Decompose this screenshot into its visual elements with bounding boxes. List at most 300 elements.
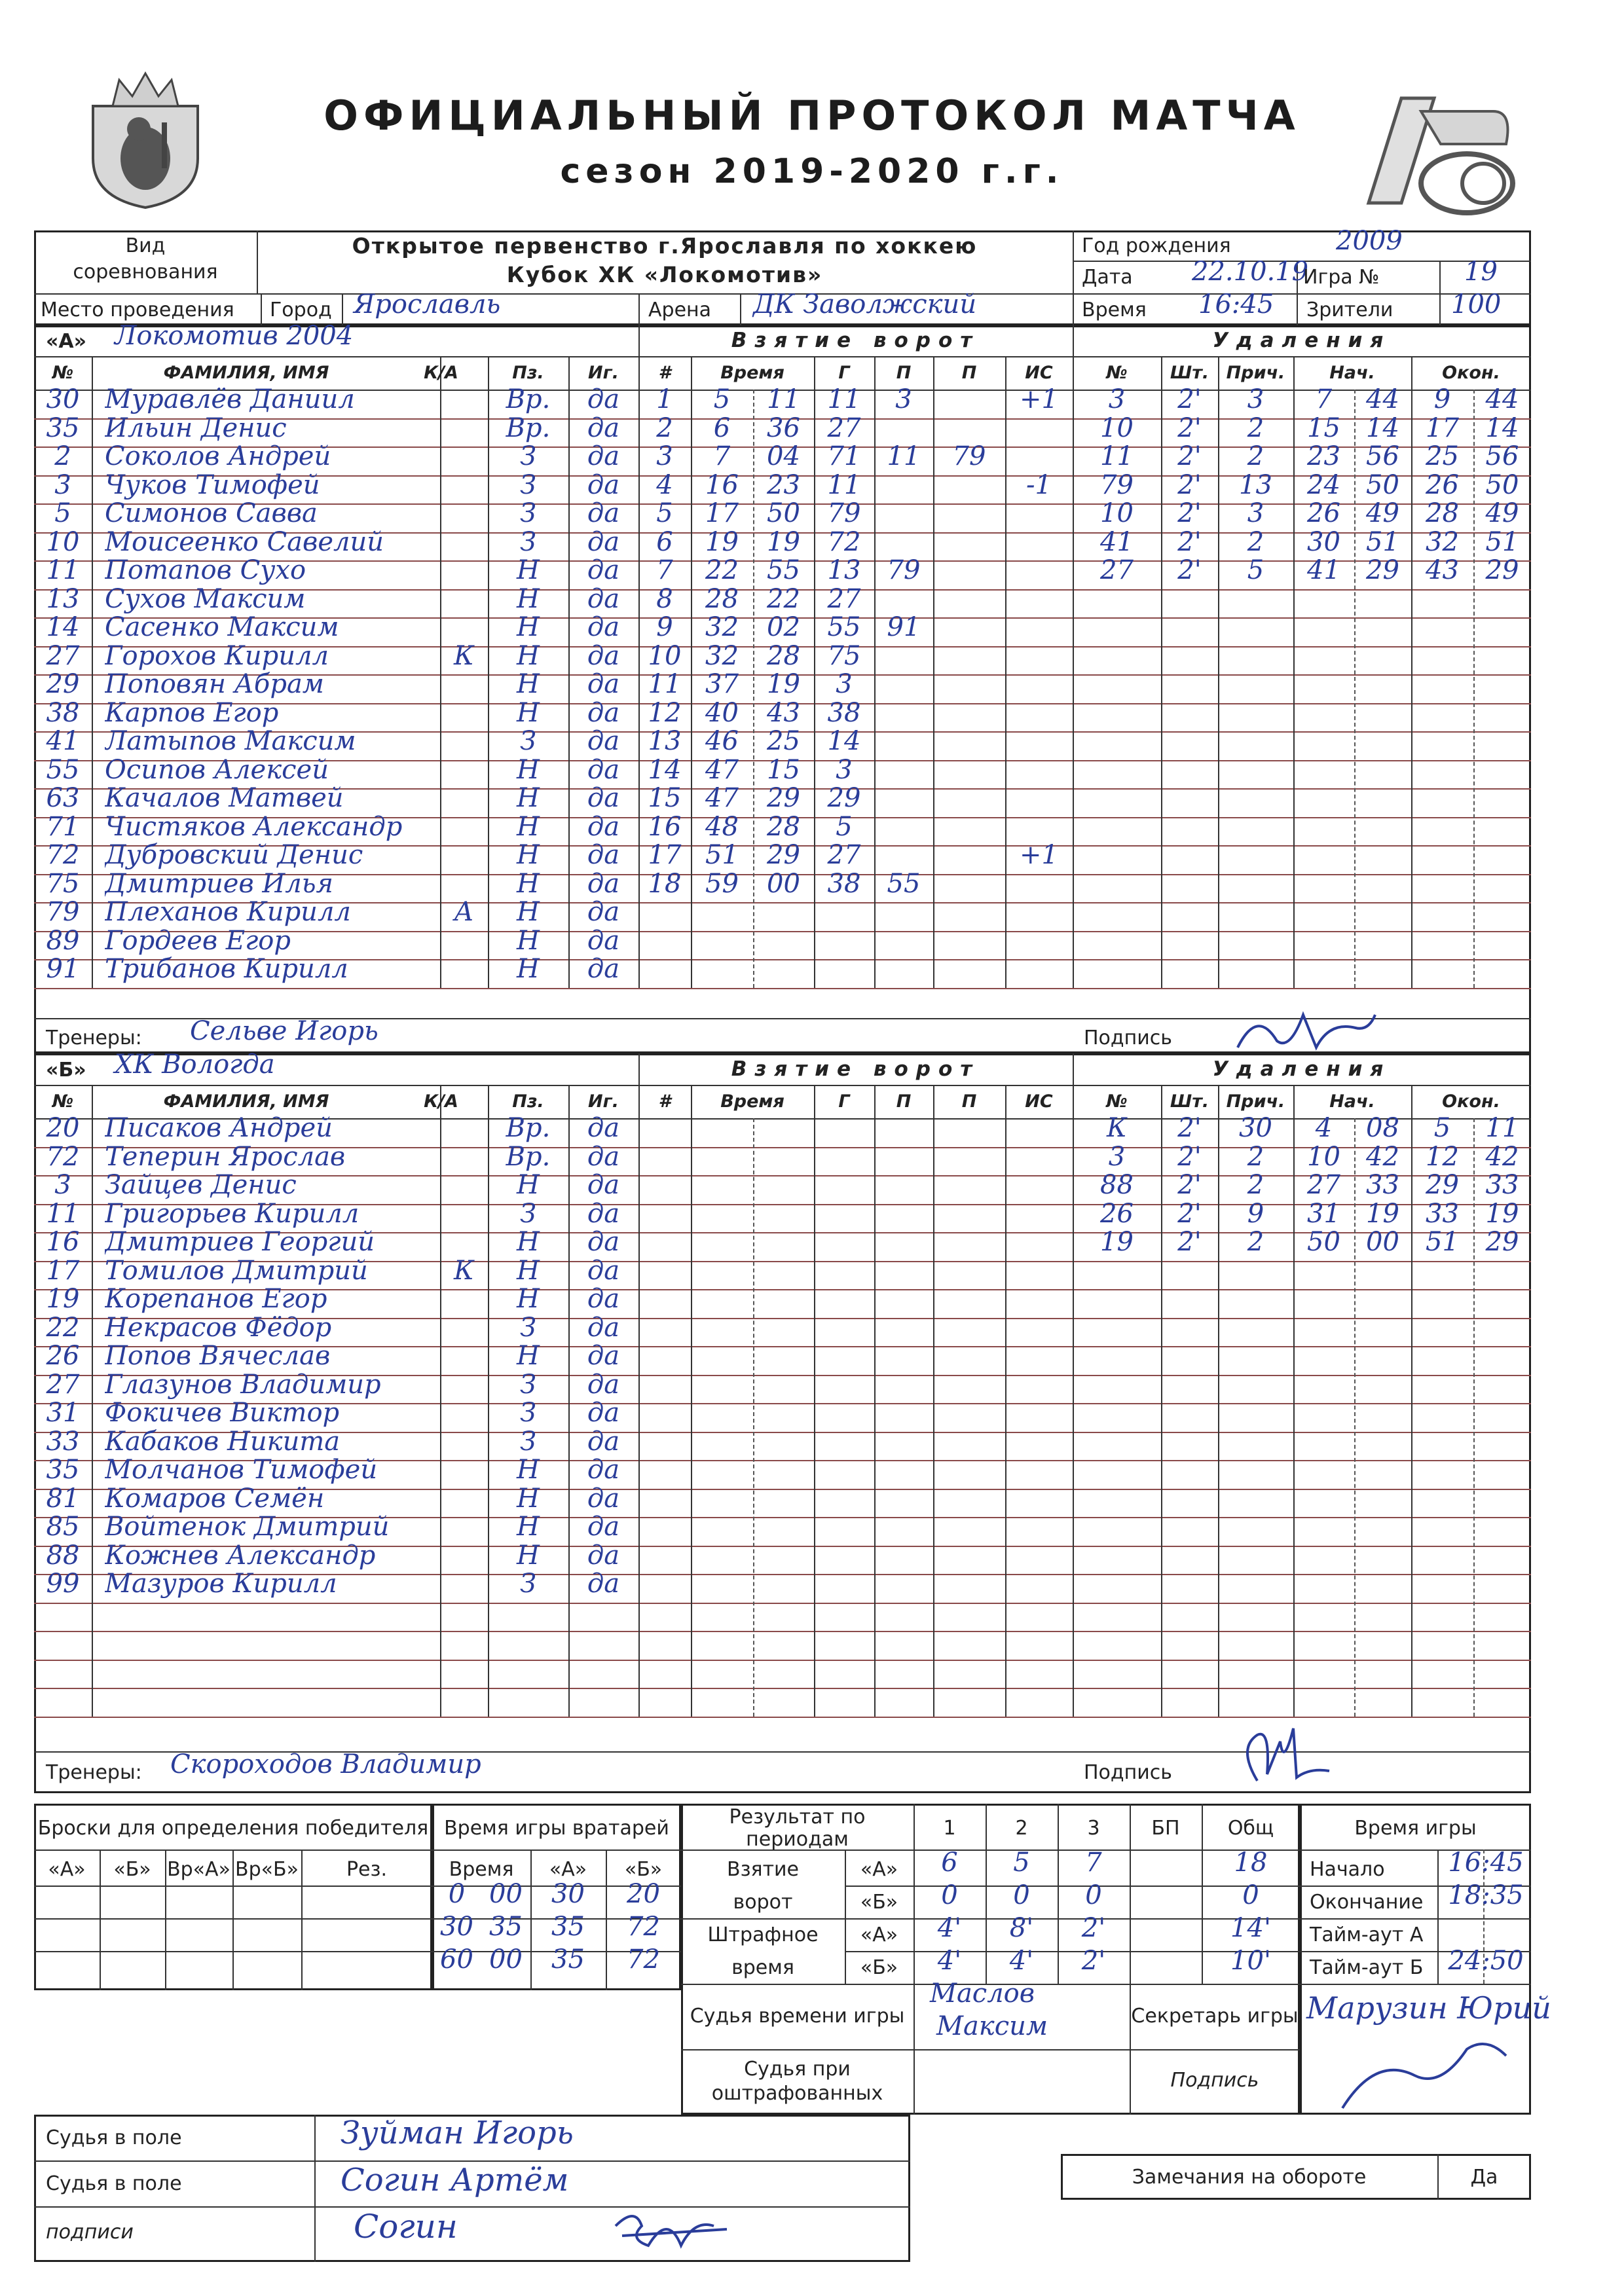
results-pen-label-2: время (731, 1956, 794, 1979)
shootout-col-gk-b: Вр«Б» (235, 1858, 299, 1881)
player-number: 26 (46, 1341, 80, 1371)
goal-number: 11 (648, 669, 682, 699)
player-name: Чистяков Александр (105, 811, 403, 842)
player-name: Муравлёв Даниил (105, 384, 355, 414)
player-number: 38 (46, 697, 80, 728)
grid-line (34, 1603, 1531, 1604)
penalty-start-sec: 56 (1366, 441, 1399, 471)
player-position: Н (517, 612, 540, 642)
player-number: 55 (46, 754, 80, 785)
penalty-minutes: 2' (1177, 555, 1202, 585)
player-position: Н (517, 754, 540, 785)
penalty-player: 79 (1100, 469, 1134, 500)
col-goal-time: Время (720, 363, 784, 383)
results-goals-a-tag: «А» (860, 1858, 898, 1881)
penalty-end-sec: 14 (1485, 412, 1519, 443)
grid-line (874, 1085, 876, 1717)
period-penalty-b: 4' (1009, 1946, 1034, 1976)
col-goal-no: # (658, 363, 671, 383)
birth-year-value: 2009 (1336, 226, 1403, 256)
penalty-minutes: 2' (1177, 1198, 1202, 1229)
penalty-end-min: 33 (1426, 1198, 1459, 1229)
player-position: Н (517, 811, 540, 842)
player-number: 88 (46, 1540, 80, 1571)
city-coat-of-arms-icon (73, 60, 217, 211)
player-name: Дубровский Денис (105, 840, 363, 870)
penalty-reason: 2 (1247, 412, 1264, 443)
player-name: Григорьев Кирилл (105, 1198, 360, 1229)
player-played: да (587, 1512, 620, 1542)
penalty-minutes: 2' (1177, 384, 1202, 414)
goal-scorer: 11 (827, 469, 861, 500)
player-played: да (587, 612, 620, 642)
penalty-end-min: 43 (1426, 555, 1459, 585)
penalty-minutes: 2' (1177, 526, 1202, 557)
penalty-start-min: 30 (1307, 526, 1340, 557)
shootout-col-result: Рез. (346, 1858, 388, 1881)
goal-number: 6 (656, 526, 673, 557)
period-header: БП (1151, 1817, 1180, 1840)
player-played: да (587, 441, 620, 471)
period-goals-b: 0 (1013, 1880, 1030, 1910)
game-no-value: 19 (1464, 257, 1498, 287)
player-number: 31 (46, 1398, 80, 1428)
shootout-title: Броски для определения победителя (37, 1817, 429, 1840)
player-played: да (587, 1113, 620, 1143)
col-pen-reason: Прич. (1226, 363, 1285, 383)
secretary-signature: Марузин Юрий (1306, 1990, 1551, 2026)
goal-scorer: 38 (827, 697, 861, 728)
shootout-col-gk-a: Вр«А» (167, 1858, 231, 1881)
period-goals-b: 0 (1085, 1880, 1102, 1910)
team-b-coach-signature-icon (1231, 1709, 1336, 1787)
player-position: З (520, 726, 536, 756)
player-played: да (587, 925, 620, 956)
period-penalty-a: 4' (937, 1913, 962, 1943)
player-number: 72 (46, 840, 80, 870)
penalty-minutes: 2' (1177, 469, 1202, 500)
penalty-player: 27 (1100, 555, 1134, 585)
period-goals-a: 18 (1234, 1848, 1268, 1878)
player-position: Н (517, 1255, 540, 1286)
goal-scorer: 3 (836, 754, 853, 785)
team-b-goals-title: Взятие ворот (731, 1057, 980, 1081)
grid-line (92, 1085, 93, 1717)
goal-number: 7 (656, 555, 673, 585)
penalty-end-sec: 56 (1485, 441, 1519, 471)
penalty-end-sec: 50 (1485, 469, 1519, 500)
player-name: Поповян Абрам (105, 669, 324, 699)
goal-number: 1 (656, 384, 673, 414)
goal-assist-1: 11 (887, 441, 921, 471)
goal-second: 22 (767, 583, 800, 614)
goal-minute: 16 (705, 469, 739, 500)
player-name: Гордеев Егор (105, 925, 291, 956)
date-label: Дата (1082, 266, 1133, 289)
penalty-start-min: 4 (1315, 1113, 1333, 1143)
goal-strength: -1 (1026, 469, 1052, 500)
player-played: да (587, 954, 620, 984)
player-position: Н (517, 868, 540, 899)
player-position: Н (517, 1227, 540, 1257)
competition-line-1: Открытое первенство г.Ярославля по хоккею (352, 233, 978, 259)
penalty-reason: 13 (1239, 469, 1272, 500)
page-title: ОФИЦИАЛЬНЫЙ ПРОТОКОЛ МАТЧА (323, 92, 1301, 139)
player-position: Н (517, 1341, 540, 1371)
player-position: Н (517, 1512, 540, 1542)
goal-minute: 28 (705, 583, 739, 614)
col-ig: Иг. (588, 1091, 619, 1112)
player-number: 35 (46, 1455, 80, 1485)
player-position: Н (517, 1170, 540, 1200)
player-position: Н (517, 555, 540, 585)
goal-minute: 51 (705, 840, 739, 870)
col-goal-scorer: Г (838, 1091, 850, 1112)
referee-signature-2-icon (609, 2200, 733, 2259)
goal-scorer: 27 (827, 412, 861, 443)
player-number: 20 (46, 1113, 80, 1143)
penalty-start-sec: 50 (1366, 469, 1399, 500)
secretary-label: Секретарь игры (1131, 2005, 1299, 2028)
game-start-value: 16:45 (1448, 1848, 1524, 1878)
referee-1-name: Зуйман Игорь (341, 2115, 574, 2151)
goal-second: 43 (767, 697, 800, 728)
col-pen-start: Нач. (1329, 1091, 1375, 1112)
player-name: Писаков Андрей (105, 1113, 333, 1143)
penalty-start-sec: 08 (1366, 1113, 1399, 1143)
penalty-end-sec: 19 (1485, 1198, 1519, 1229)
penalty-reason: 5 (1247, 555, 1264, 585)
goalie-time-second: 00 (489, 1879, 523, 1909)
player-name: Плеханов Кирилл (105, 897, 351, 927)
period-penalty-b: 10' (1230, 1946, 1271, 1976)
team-a-goals-title: Взятие ворот (731, 329, 980, 352)
period-goals-b: 0 (1242, 1880, 1259, 1910)
goal-number: 2 (656, 412, 673, 443)
team-b-coach: Скороходов Владимир (170, 1749, 481, 1779)
goal-number: 8 (656, 583, 673, 614)
goal-second: 28 (767, 640, 800, 671)
goal-assist-2: 79 (952, 441, 986, 471)
goal-minute: 59 (705, 868, 739, 899)
penalty-end-sec: 29 (1485, 1227, 1519, 1257)
secretary-signature-icon (1336, 2030, 1519, 2115)
competition-line-2: Кубок ХК «Локомотив» (506, 262, 823, 287)
goal-minute: 32 (705, 640, 739, 671)
col-name: ФАМИЛИЯ, ИМЯ (163, 363, 329, 383)
penalty-start-min: 27 (1307, 1170, 1340, 1200)
season-label: сезон 2019-2020 г.г. (560, 152, 1064, 191)
col-pen-reason: Прич. (1226, 1091, 1285, 1112)
player-captain-mark: К (454, 640, 474, 671)
goalie-time-col-b: «Б» (624, 1858, 663, 1881)
penalty-player: 10 (1100, 498, 1134, 528)
venue-label: Место проведения (41, 299, 234, 321)
timekeeper-name-2: Максим (936, 2011, 1048, 2041)
grid-line (34, 1688, 1531, 1689)
goal-second: 50 (767, 498, 800, 528)
referee-1-label: Судья в поле (46, 2126, 182, 2149)
player-name: Симонов Савва (105, 498, 318, 528)
results-goals-label-2: ворот (733, 1891, 793, 1914)
goal-minute: 47 (705, 754, 739, 785)
player-name: Теперин Ярослав (105, 1141, 346, 1172)
player-position: З (520, 1369, 536, 1400)
goal-strength: +1 (1020, 384, 1058, 414)
player-number: 29 (46, 669, 80, 699)
grid-line (814, 1085, 815, 1717)
goal-assist-1: 91 (887, 612, 921, 642)
goal-number: 14 (648, 754, 682, 785)
goalie-time-minute: 30 (440, 1912, 473, 1942)
player-name: Фокичев Виктор (105, 1398, 340, 1428)
col-goal-time: Время (720, 1091, 784, 1112)
col-assist-1: П (896, 1091, 912, 1112)
grid-line (34, 988, 1531, 989)
timeout-b-value: 24:50 (1448, 1946, 1524, 1976)
city-label: Город (270, 299, 332, 321)
penalty-start-sec: 19 (1366, 1198, 1399, 1229)
timekeeper-name-1: Маслов (930, 1978, 1035, 2009)
player-name: Дмитриев Илья (105, 868, 334, 899)
player-played: да (587, 1255, 620, 1286)
player-name: Комаров Семён (105, 1483, 325, 1514)
goal-scorer: 13 (827, 555, 861, 585)
player-position: З (520, 498, 536, 528)
penalty-end-min: 51 (1426, 1227, 1459, 1257)
arena-value: ДК Заволжский (753, 289, 977, 319)
player-number: 13 (46, 583, 80, 614)
goalie-time-minute: 0 (448, 1879, 466, 1909)
player-number: 30 (46, 384, 80, 414)
penalty-start-min: 10 (1307, 1141, 1340, 1172)
grid-line (753, 1118, 754, 1717)
team-a-coach-signature-icon (1231, 1002, 1382, 1054)
player-name: Мазуров Кирилл (105, 1569, 337, 1599)
goal-scorer: 5 (836, 811, 853, 842)
player-position: З (520, 526, 536, 557)
grid-line (34, 356, 1531, 357)
penalty-end-min: 17 (1426, 412, 1459, 443)
player-number: 22 (46, 1312, 80, 1343)
player-number: 2 (54, 441, 71, 471)
period-goals-a: 7 (1085, 1848, 1102, 1878)
goal-minute: 7 (713, 441, 731, 471)
player-position: Н (517, 840, 540, 870)
player-name: Томилов Дмитрий (105, 1255, 368, 1286)
penalty-start-sec: 14 (1366, 412, 1399, 443)
goal-assist-1: 79 (887, 555, 921, 585)
grid-line (34, 1631, 1531, 1632)
player-played: да (587, 1170, 620, 1200)
goalie-b-number: 20 (627, 1879, 660, 1909)
player-name: Латыпов Максим (105, 726, 356, 756)
player-played: да (587, 1198, 620, 1229)
player-position: Н (517, 925, 540, 956)
player-played: да (587, 1426, 620, 1457)
goal-second: 28 (767, 811, 800, 842)
penalty-minutes: 2' (1177, 1141, 1202, 1172)
spectators-value: 100 (1451, 289, 1502, 319)
period-penalty-a: 14' (1230, 1913, 1271, 1943)
player-number: 41 (46, 726, 80, 756)
player-position: Н (517, 1284, 540, 1314)
goalie-a-number: 30 (551, 1879, 585, 1909)
time-value: 16:45 (1198, 289, 1274, 319)
col-goal-scorer: Г (838, 363, 850, 383)
goal-scorer: 55 (827, 612, 861, 642)
player-position: З (520, 1426, 536, 1457)
penalty-player: 41 (1100, 526, 1134, 557)
col-ka: К/А (424, 1091, 458, 1112)
goal-number: 13 (648, 726, 682, 756)
penalty-end-min: 9 (1433, 384, 1451, 414)
shootout-col-a: «А» (48, 1858, 86, 1881)
goal-second: 11 (767, 384, 800, 414)
timeout-a-label: Тайм-аут А (1310, 1923, 1424, 1946)
col-pen-end: Окон. (1442, 1091, 1500, 1112)
player-played: да (587, 1483, 620, 1514)
goal-strength: +1 (1020, 840, 1058, 870)
player-number: 27 (46, 640, 80, 671)
player-played: да (587, 1398, 620, 1428)
player-played: да (587, 1341, 620, 1371)
goal-second: 19 (767, 526, 800, 557)
goal-minute: 17 (705, 498, 739, 528)
results-goals-label-1: Взятие (726, 1858, 799, 1881)
goal-number: 3 (656, 441, 673, 471)
col-assist-1: П (896, 363, 912, 383)
goal-second: 23 (767, 469, 800, 500)
goal-scorer: 38 (827, 868, 861, 899)
goalie-a-number: 35 (551, 1944, 585, 1975)
goal-minute: 22 (705, 555, 739, 585)
game-start-label: Начало (1310, 1858, 1385, 1881)
player-played: да (587, 384, 620, 414)
period-penalty-b: 4' (937, 1946, 962, 1976)
player-played: да (587, 498, 620, 528)
player-name: Кожнев Александр (105, 1540, 376, 1571)
grid-line (440, 1085, 441, 1717)
player-position: Вр. (506, 1113, 551, 1143)
goalie-time-col-time: Время (449, 1858, 514, 1881)
player-number: 91 (46, 954, 80, 984)
goalie-time-minute: 60 (440, 1944, 473, 1975)
goal-number: 9 (656, 612, 673, 642)
goal-minute: 19 (705, 526, 739, 557)
referee-2-label: Судья в поле (46, 2172, 182, 2195)
player-name: Чуков Тимофей (105, 469, 320, 500)
referee-2-name: Согин Артём (341, 2162, 569, 2198)
date-value: 22.10.19 (1192, 257, 1309, 287)
period-penalty-a: 2' (1081, 1913, 1106, 1943)
penalty-start-sec: 49 (1366, 498, 1399, 528)
goal-minute: 40 (705, 697, 739, 728)
goalie-b-number: 72 (627, 1912, 660, 1942)
player-number: 3 (54, 1170, 71, 1200)
player-position: Н (517, 697, 540, 728)
goal-second: 25 (767, 726, 800, 756)
penalty-judge-label-2: оштрафованных (711, 2082, 883, 2105)
penalty-start-min: 15 (1307, 412, 1340, 443)
col-pen-end: Окон. (1442, 363, 1500, 383)
col-goal-no: # (658, 1091, 671, 1112)
player-number: 5 (54, 498, 71, 528)
player-position: Н (517, 1455, 540, 1485)
player-number: 89 (46, 925, 80, 956)
goal-second: 04 (767, 441, 800, 471)
player-number: 11 (46, 555, 80, 585)
penalty-end-sec: 51 (1485, 526, 1519, 557)
penalty-minutes: 2' (1177, 1170, 1202, 1200)
col-no: № (52, 363, 74, 383)
player-name: Зайцев Денис (105, 1170, 297, 1200)
penalty-player: 26 (1100, 1198, 1134, 1229)
goal-scorer: 29 (827, 783, 861, 813)
goal-scorer: 71 (827, 441, 861, 471)
col-strength: ИС (1025, 1091, 1053, 1112)
grid-line (638, 1053, 640, 1717)
player-name: Моисеенко Савелий (105, 526, 384, 557)
goal-scorer: 27 (827, 583, 861, 614)
player-played: да (587, 412, 620, 443)
player-number: 19 (46, 1284, 80, 1314)
player-position: Н (517, 783, 540, 813)
birth-year-label: Год рождения (1082, 234, 1231, 257)
player-number: 75 (46, 868, 80, 899)
results-title-1: Результат по (729, 1806, 866, 1829)
penalty-end-min: 25 (1426, 441, 1459, 471)
grid-line (1005, 1085, 1006, 1717)
player-captain-mark: К (454, 1255, 474, 1286)
player-number: 3 (54, 469, 71, 500)
penalty-reason: 3 (1247, 498, 1264, 528)
penalty-player: 3 (1108, 1141, 1126, 1172)
penalty-minutes: 2' (1177, 1113, 1202, 1143)
player-position: З (520, 1198, 536, 1229)
col-assist-2: П (961, 363, 977, 383)
goal-assist-1: 3 (895, 384, 912, 414)
player-position: Н (517, 669, 540, 699)
team-b-sign-label: Подпись (1084, 1761, 1172, 1784)
penalty-end-sec: 44 (1485, 384, 1519, 414)
player-played: да (587, 697, 620, 728)
player-position: З (520, 441, 536, 471)
goal-second: 00 (767, 868, 800, 899)
player-number: 14 (46, 612, 80, 642)
arena-label: Арена (648, 299, 712, 321)
player-number: 63 (46, 783, 80, 813)
penalty-player: 88 (1100, 1170, 1134, 1200)
goal-number: 17 (648, 840, 682, 870)
goal-number: 10 (648, 640, 682, 671)
goal-scorer: 14 (827, 726, 861, 756)
col-name: ФАМИЛИЯ, ИМЯ (163, 1091, 329, 1112)
player-name: Карпов Егор (105, 697, 279, 728)
col-ig: Иг. (588, 363, 619, 383)
player-number: 17 (46, 1255, 80, 1286)
player-played: да (587, 669, 620, 699)
goal-second: 02 (767, 612, 800, 642)
goal-number: 16 (648, 811, 682, 842)
player-name: Дмитриев Георгий (105, 1227, 375, 1257)
player-position: Н (517, 583, 540, 614)
penalty-reason: 2 (1247, 1170, 1264, 1200)
player-position: З (520, 469, 536, 500)
goal-minute: 32 (705, 612, 739, 642)
player-name: Трибанов Кирилл (105, 954, 348, 984)
grid-line (933, 1085, 934, 1717)
